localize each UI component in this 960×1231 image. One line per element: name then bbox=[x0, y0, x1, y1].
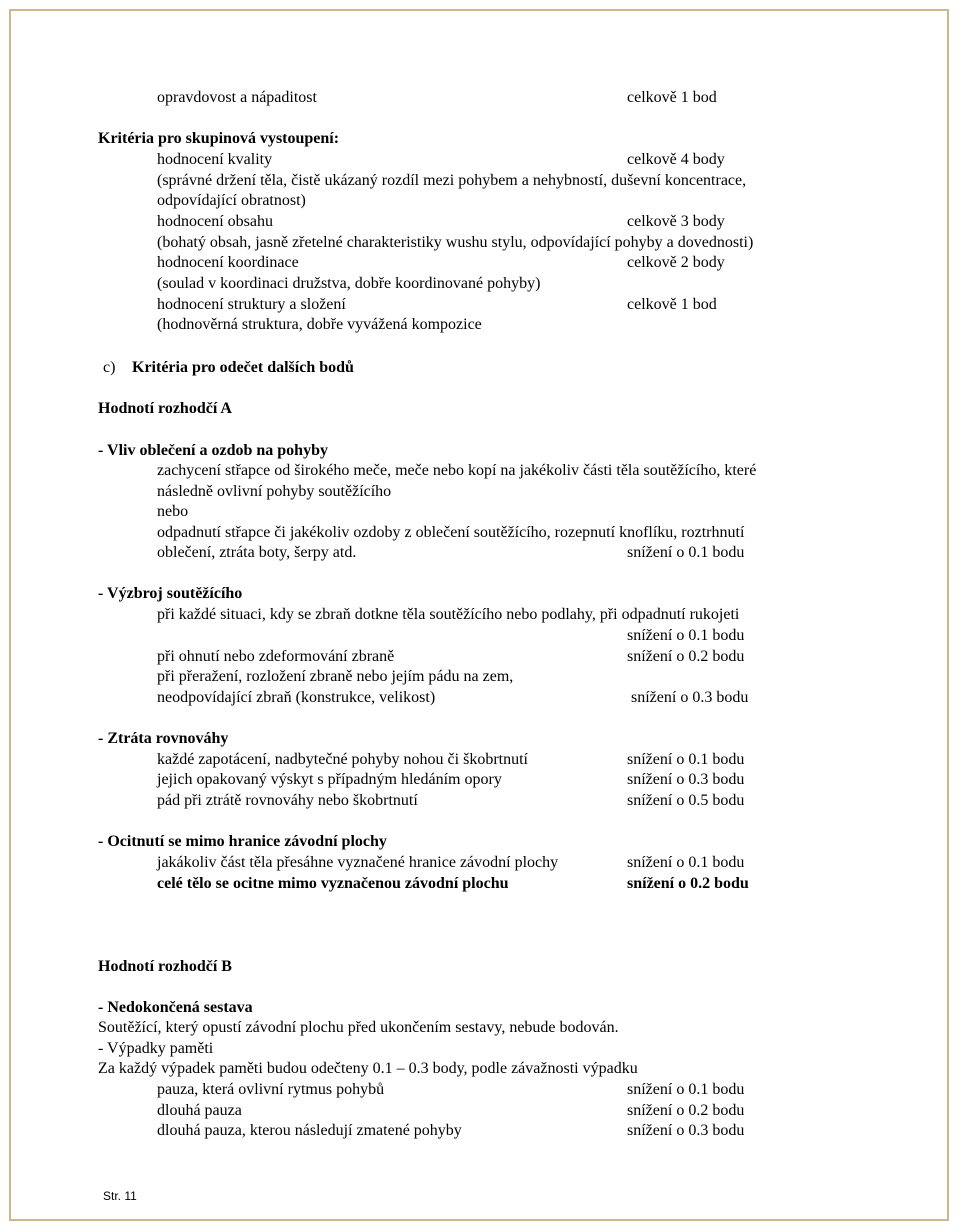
content-label: hodnocení obsahu bbox=[157, 213, 273, 230]
boundary-deduction: snížení o 0.1 bodu bbox=[627, 854, 745, 871]
quality-label: hodnocení kvality bbox=[157, 151, 273, 168]
section-title: Kritéria pro odečet dalších bodů bbox=[132, 359, 354, 376]
weapon-line: při ohnutí nebo zdeformování zbraně bbox=[157, 648, 395, 665]
balance-deduction: snížení o 0.1 bodu bbox=[627, 751, 745, 768]
quality-desc-cont: odpovídající obratnost) bbox=[157, 192, 306, 209]
page-number: Str. 11 bbox=[103, 1189, 137, 1203]
clothing-line: oblečení, ztráta boty, šerpy atd. bbox=[157, 544, 357, 561]
memory-label: dlouhá pauza bbox=[157, 1102, 242, 1119]
clothing-line: následně ovlivní pohyby soutěžícího bbox=[157, 483, 392, 500]
boundary-label: celé tělo se ocitne mimo vyznačenou závodní plochu bbox=[157, 875, 509, 892]
content-desc: (bohatý obsah, jasně zřetelné charakteristiky wushu stylu, odpovídající pohyby a dovednosti) bbox=[157, 234, 754, 251]
clothing-title: - Vliv oblečení a ozdob na pohyby bbox=[98, 442, 328, 459]
content-points: celkově 3 body bbox=[627, 213, 725, 230]
judge-b-heading: Hodnotí rozhodčí B bbox=[98, 958, 232, 975]
balance-deduction: snížení o 0.3 bodu bbox=[627, 771, 745, 788]
weapon-line: neodpovídající zbraň (konstrukce, velikost) bbox=[157, 689, 436, 706]
memory-label: dlouhá pauza, kterou následují zmatené pohyby bbox=[157, 1122, 462, 1139]
quality-desc: (správné držení těla, čistě ukázaný rozdíl mezi pohybem a nehybností, duševní koncentrace, bbox=[157, 172, 747, 189]
coordination-points: celkově 2 body bbox=[627, 254, 725, 271]
memory-deduction: snížení o 0.2 bodu bbox=[627, 1102, 745, 1119]
boundary-deduction: snížení o 0.2 bodu bbox=[627, 875, 749, 892]
balance-label: pád při ztrátě rovnováhy nebo škobrtnutí bbox=[157, 792, 418, 809]
group-heading: Kritéria pro skupinová vystoupení: bbox=[98, 130, 340, 147]
balance-deduction: snížení o 0.5 bodu bbox=[627, 792, 745, 809]
boundary-title: - Ocitnutí se mimo hranice závodní plochy bbox=[98, 833, 387, 850]
unfinished-title: - Nedokončená sestava bbox=[98, 999, 253, 1016]
structure-label: hodnocení struktury a složení bbox=[157, 296, 346, 313]
weapon-line: při každé situaci, kdy se zbraň dotkne těla soutěžícího nebo podlahy, při odpadnutí rukojeti bbox=[157, 606, 740, 623]
weapon-deduction: snížení o 0.3 bodu bbox=[631, 689, 749, 706]
balance-label: jejich opakovaný výskyt s případným hledáním opory bbox=[157, 771, 502, 788]
structure-desc: (hodnověrná struktura, dobře vyvážená kompozice bbox=[157, 316, 482, 333]
coordination-desc: (soulad v koordinaci družstva, dobře koordinované pohyby) bbox=[157, 275, 541, 292]
coordination-label: hodnocení koordinace bbox=[157, 254, 299, 271]
weapon-line: při přeražení, rozložení zbraně nebo jejím pádu na zem, bbox=[157, 668, 514, 685]
structure-points: celkově 1 bod bbox=[627, 296, 717, 313]
memory-deduction: snížení o 0.3 bodu bbox=[627, 1122, 745, 1139]
intro-points: celkově 1 bod bbox=[627, 89, 717, 106]
intro-item: opravdovost a nápaditost bbox=[157, 89, 317, 106]
memory-text: Za každý výpadek paměti budou odečteny 0.1 – 0.3 body, podle závažnosti výpadku bbox=[98, 1060, 638, 1077]
memory-deduction: snížení o 0.1 bodu bbox=[627, 1081, 745, 1098]
memory-title: - Výpadky paměti bbox=[98, 1040, 214, 1057]
clothing-line: nebo bbox=[157, 503, 189, 520]
section-marker: c) bbox=[103, 359, 116, 376]
clothing-line: zachycení střapce od širokého meče, meče nebo kopí na jakékoliv části těla soutěžícího, které bbox=[157, 462, 757, 479]
weapon-deduction: snížení o 0.2 bodu bbox=[627, 648, 745, 665]
clothing-deduction: snížení o 0.1 bodu bbox=[627, 544, 745, 561]
judge-a-heading: Hodnotí rozhodčí A bbox=[98, 400, 232, 417]
clothing-line: odpadnutí střapce či jakékoliv ozdoby z oblečení soutěžícího, rozepnutí knoflíku, roztrhnutí bbox=[157, 524, 745, 541]
boundary-label: jakákoliv část těla přesáhne vyznačené hranice závodní plochy bbox=[157, 854, 559, 871]
weapon-deduction: snížení o 0.1 bodu bbox=[627, 627, 745, 644]
memory-label: pauza, která ovlivní rytmus pohybů bbox=[157, 1081, 385, 1098]
balance-title: - Ztráta rovnováhy bbox=[98, 730, 229, 747]
unfinished-text: Soutěžící, který opustí závodní plochu před ukončením sestavy, nebude bodován. bbox=[98, 1019, 619, 1036]
balance-label: každé zapotácení, nadbytečné pohyby nohou či škobrtnutí bbox=[157, 751, 528, 768]
quality-points: celkově 4 body bbox=[627, 151, 725, 168]
weapon-title: - Výzbroj soutěžícího bbox=[98, 585, 243, 602]
